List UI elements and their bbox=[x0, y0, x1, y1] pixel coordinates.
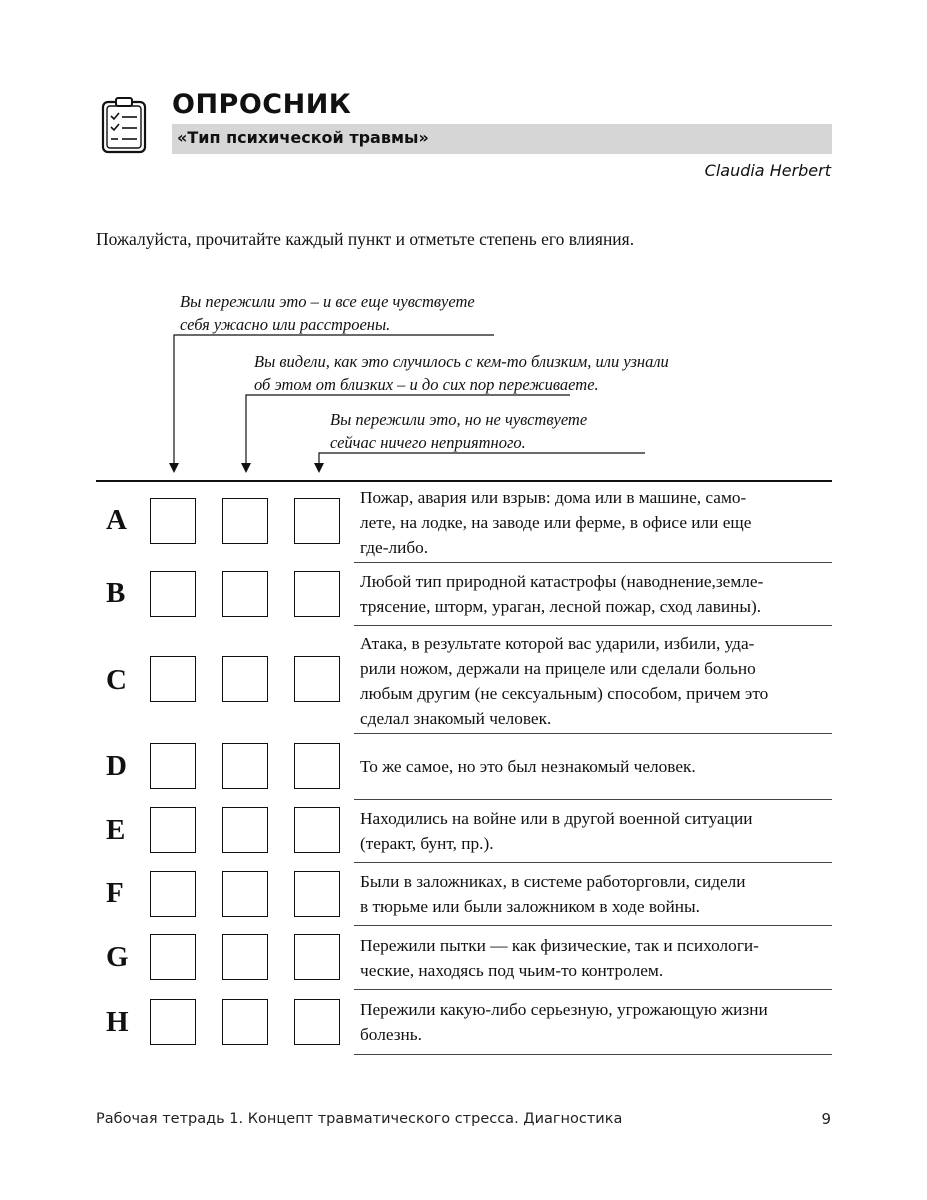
table-row bbox=[96, 482, 832, 563]
legend-line: Вы видели, как это случилось с кем-то близким, или узнали bbox=[254, 352, 669, 371]
description-line: Атака, в результате которой вас ударили, избили, уда- bbox=[360, 634, 755, 653]
row-description bbox=[360, 631, 832, 731]
page-subtitle: «Тип психической травмы» bbox=[177, 128, 429, 147]
checkbox-no-distress[interactable] bbox=[294, 934, 340, 980]
legend-line: Вы пережили это – и все еще чувствуете bbox=[180, 292, 475, 311]
row-letter: H bbox=[106, 1006, 129, 1038]
checkbox-witnessed[interactable] bbox=[222, 807, 268, 853]
description-line: Любой тип природной катастрофы (наводнение,земле- bbox=[360, 572, 764, 591]
legend-arrows bbox=[0, 0, 927, 480]
legend-line: Вы пережили это, но не чувствуете bbox=[330, 410, 588, 429]
row-divider bbox=[354, 1054, 832, 1055]
description-line: То же самое, но это был незнакомый человек. bbox=[360, 757, 696, 776]
row-letter: A bbox=[106, 504, 127, 536]
page-title: ОПРОСНИК bbox=[172, 89, 352, 120]
checkbox-witnessed[interactable] bbox=[222, 934, 268, 980]
running-footer: Рабочая тетрадь 1. Концепт травматического стресса. Диагностика bbox=[96, 1111, 623, 1127]
checkbox-felt-bad[interactable] bbox=[150, 807, 196, 853]
row-letter: E bbox=[106, 814, 126, 846]
table-row bbox=[96, 990, 832, 1056]
row-description bbox=[360, 485, 832, 560]
checkbox-witnessed[interactable] bbox=[222, 871, 268, 917]
description-line: сделал знакомый человек. bbox=[360, 709, 552, 728]
table-row bbox=[96, 800, 832, 863]
row-description bbox=[360, 754, 832, 779]
checkbox-witnessed[interactable] bbox=[222, 656, 268, 702]
row-letter: B bbox=[106, 577, 126, 609]
arrow-down-icon bbox=[169, 463, 179, 473]
legend-line: сейчас ничего неприятного. bbox=[330, 433, 526, 452]
description-line: болезнь. bbox=[360, 1025, 422, 1044]
row-description bbox=[360, 806, 832, 856]
description-line: Пожар, авария или взрыв: дома или в машине, само- bbox=[360, 488, 747, 507]
arrow-down-icon bbox=[314, 463, 324, 473]
checkbox-felt-bad[interactable] bbox=[150, 934, 196, 980]
table-row bbox=[96, 563, 832, 626]
table-row bbox=[96, 626, 832, 734]
checkbox-no-distress[interactable] bbox=[294, 999, 340, 1045]
description-line: Пережили какую-либо серьезную, угрожающую жизни bbox=[360, 1000, 768, 1019]
checkbox-felt-bad[interactable] bbox=[150, 999, 196, 1045]
instructions: Пожалуйста, прочитайте каждый пункт и отметьте степень его влияния. bbox=[96, 229, 635, 249]
description-line: (теракт, бунт, пр.). bbox=[360, 834, 494, 853]
description-line: Пережили пытки — как физические, так и психологи- bbox=[360, 936, 759, 955]
checkbox-felt-bad[interactable] bbox=[150, 871, 196, 917]
table-row bbox=[96, 734, 832, 800]
checkbox-no-distress[interactable] bbox=[294, 656, 340, 702]
row-letter: D bbox=[106, 750, 127, 782]
author: Claudia Herbert bbox=[704, 161, 831, 180]
checkbox-no-distress[interactable] bbox=[294, 871, 340, 917]
description-line: Были в заложниках, в системе работорговли, сидели bbox=[360, 872, 746, 891]
description-line: Находились на войне или в другой военной ситуации bbox=[360, 809, 753, 828]
checkbox-felt-bad[interactable] bbox=[150, 656, 196, 702]
leader-line-2 bbox=[246, 395, 570, 466]
description-line: в тюрьме или были заложником в ходе войны. bbox=[360, 897, 700, 916]
description-line: любым другим (не сексуальным) способом, причем это bbox=[360, 684, 769, 703]
checkbox-witnessed[interactable] bbox=[222, 743, 268, 789]
row-description bbox=[360, 569, 832, 619]
row-letter: G bbox=[106, 941, 129, 973]
description-line: лете, на лодке, на заводе или ферме, в офисе или еще bbox=[360, 513, 752, 532]
legend-line: об этом от близких – и до сих пор переживаете. bbox=[254, 375, 599, 394]
legend-line: себя ужасно или расстроены. bbox=[180, 315, 391, 334]
arrow-down-icon bbox=[241, 463, 251, 473]
page-number: 9 bbox=[821, 1110, 831, 1128]
checkbox-no-distress[interactable] bbox=[294, 571, 340, 617]
checkbox-felt-bad[interactable] bbox=[150, 571, 196, 617]
description-line: рили ножом, держали на прицеле или сделали больно bbox=[360, 659, 756, 678]
row-description bbox=[360, 997, 832, 1047]
checkbox-witnessed[interactable] bbox=[222, 999, 268, 1045]
checkbox-felt-bad[interactable] bbox=[150, 498, 196, 544]
checkbox-no-distress[interactable] bbox=[294, 743, 340, 789]
leader-line-3 bbox=[319, 453, 645, 466]
row-description bbox=[360, 933, 832, 983]
row-letter: C bbox=[106, 664, 127, 696]
checkbox-no-distress[interactable] bbox=[294, 807, 340, 853]
row-description bbox=[360, 869, 832, 919]
checkbox-witnessed[interactable] bbox=[222, 571, 268, 617]
description-line: где-либо. bbox=[360, 538, 429, 557]
description-line: ческие, находясь под чьим-то контролем. bbox=[360, 961, 664, 980]
leader-line-1 bbox=[174, 335, 494, 466]
table-row bbox=[96, 926, 832, 990]
description-line: трясение, шторм, ураган, лесной пожар, сход лавины). bbox=[360, 597, 762, 616]
checkbox-no-distress[interactable] bbox=[294, 498, 340, 544]
row-letter: F bbox=[106, 877, 124, 909]
checkbox-witnessed[interactable] bbox=[222, 498, 268, 544]
table-row bbox=[96, 863, 832, 926]
checkbox-felt-bad[interactable] bbox=[150, 743, 196, 789]
